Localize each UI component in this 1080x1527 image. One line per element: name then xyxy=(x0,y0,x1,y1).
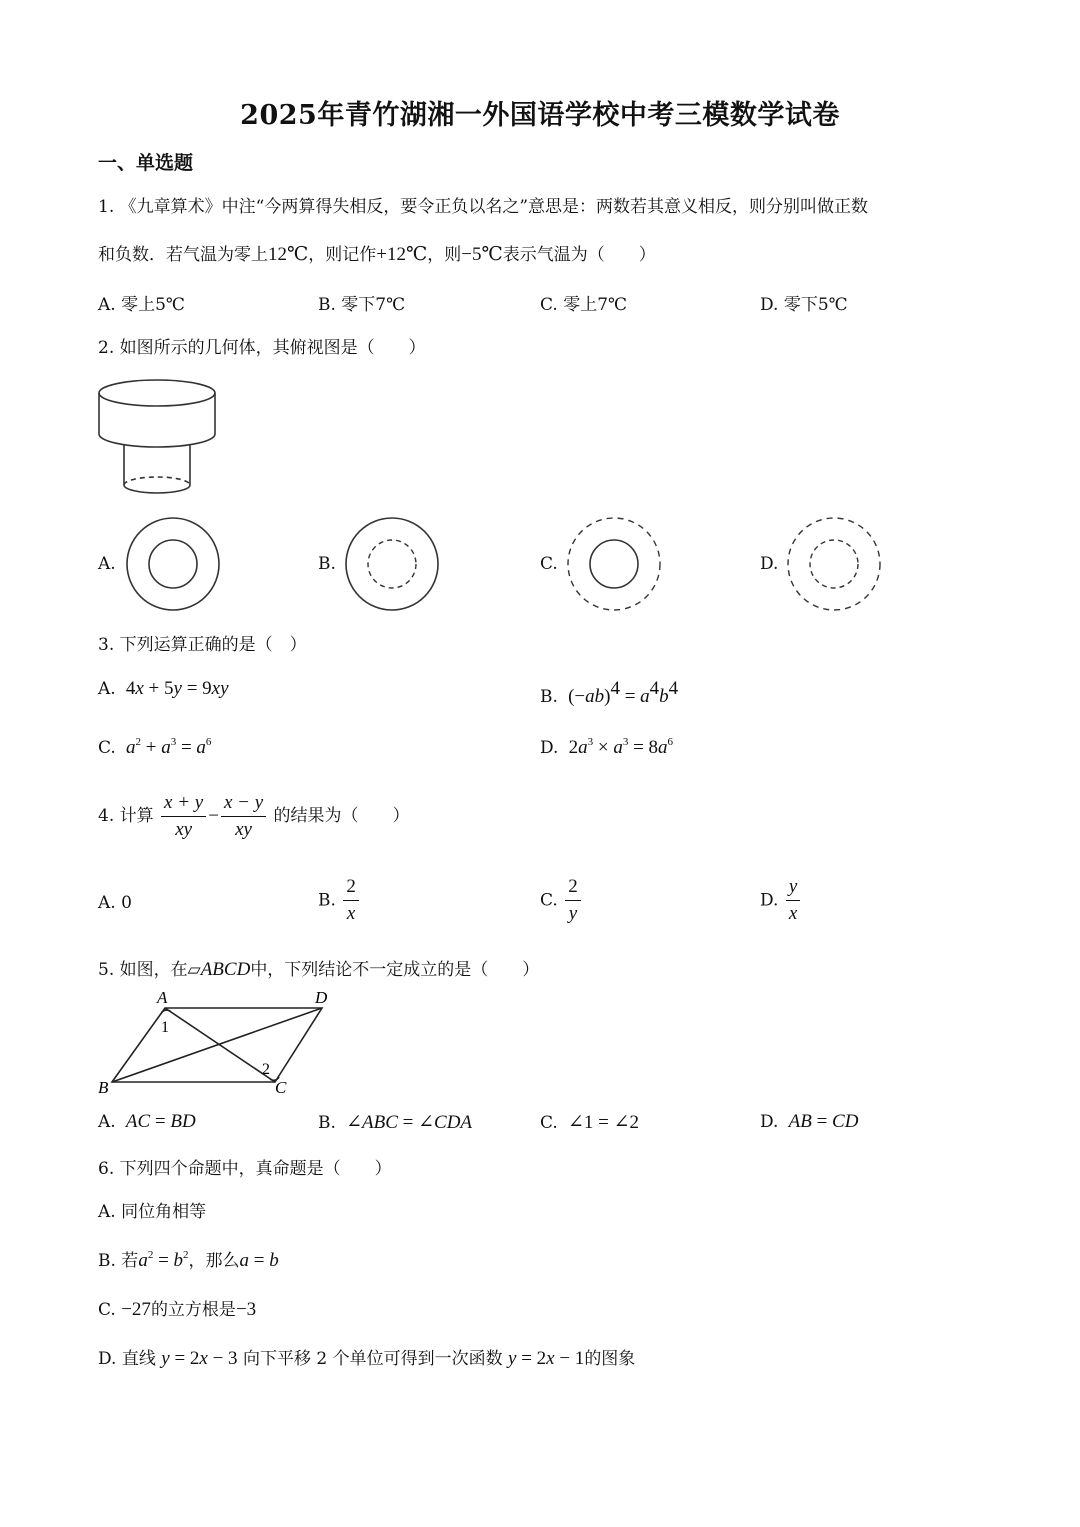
vertex-a-label: A xyxy=(157,988,168,1007)
q3-option-b-label: B. xyxy=(540,687,558,707)
q6-option-c-result: −3 xyxy=(235,1299,257,1320)
q6-option-b-label: B. 若 xyxy=(98,1251,139,1271)
q5-stem-b: 中，下列结论不一定成立的是（ ） xyxy=(250,960,540,980)
q6-option-d-mid: 向下平移 2 个单位可得到一次函数 xyxy=(242,1349,503,1369)
q2-option-c-label[interactable]: C. xyxy=(540,554,558,574)
q3-option-a-expr: 4x + 5y = 9xy xyxy=(125,678,229,699)
q4-option-b-frac: $\frac{2}{x}$ xyxy=(343,876,359,925)
q5-option-b-expr: ∠ABC = ∠CDA xyxy=(346,1112,473,1133)
q3-option-a[interactable] xyxy=(98,678,229,700)
angle-1-label: 1 xyxy=(161,1019,169,1036)
q2-option-c-figure[interactable] xyxy=(565,516,665,616)
q4-stem-a: 4. 计算 xyxy=(98,806,154,826)
q4-option-d-frac: $\frac{y}{x}$ xyxy=(786,876,800,925)
q2-stem: 2. 如图所示的几何体，其俯视图是（ ） xyxy=(98,338,426,358)
q3-option-d-label: D. xyxy=(540,738,559,758)
q5-option-b[interactable] xyxy=(318,1111,472,1134)
q3-option-d-expr: $2a^3 \times a^3 = 8a^6$ xyxy=(568,736,674,758)
q4-option-d[interactable] xyxy=(760,876,802,925)
q2-option-a-figure[interactable] xyxy=(124,516,224,616)
section-heading: 一、单选题 xyxy=(98,152,194,174)
q3-option-b[interactable] xyxy=(540,678,678,708)
q5-option-c-label: C. xyxy=(540,1113,558,1133)
q6-option-a[interactable]: A. 同位角相等 xyxy=(98,1202,207,1222)
q6-option-b-mid: ，那么 xyxy=(188,1251,240,1271)
q3-option-c-expr: $a^2 + a^3 = a^6$ xyxy=(121,736,212,758)
q5-parallelogram-figure xyxy=(95,985,345,1100)
q5-option-b-label: B. xyxy=(318,1113,336,1133)
q5-option-d-expr: AB = CD xyxy=(783,1111,859,1132)
q5-option-c[interactable] xyxy=(540,1111,639,1134)
q4-option-d-label: D. xyxy=(760,890,779,911)
q5-option-a[interactable] xyxy=(98,1111,196,1133)
q1-temp-plus12: +12℃ xyxy=(376,244,428,265)
q2-option-a-label[interactable]: A. xyxy=(98,554,116,574)
q4-option-c-frac: $\frac{2}{y}$ xyxy=(565,876,581,925)
q2-option-b-label[interactable]: B. xyxy=(318,554,336,574)
q1-text-b: ，则记作 xyxy=(308,245,377,265)
exam-title: 2025年青竹湖湘一外国语学校中考三模数学试卷 xyxy=(240,100,840,131)
q6-option-c-num: −27 xyxy=(121,1299,151,1320)
q1-option-c[interactable]: C. 零上7℃ xyxy=(540,295,628,315)
q1-text-c: ，则 xyxy=(427,245,462,265)
q3-option-c[interactable] xyxy=(98,736,211,759)
q4-fraction-2: $\frac{x - y}{xy}$ xyxy=(221,792,266,841)
q5-option-c-expr: ∠1 = ∠2 xyxy=(563,1112,640,1133)
q1-stem-line2 xyxy=(98,240,656,266)
q4-option-c-label: C. xyxy=(540,890,558,911)
q4-option-c[interactable] xyxy=(540,876,583,925)
q1-temp-12: 12℃ xyxy=(268,244,309,265)
vertex-b-label: B xyxy=(98,1078,109,1097)
q5-option-a-expr: AC = BD xyxy=(121,1111,196,1132)
q4-option-b[interactable] xyxy=(318,876,361,925)
q4-option-b-label: B. xyxy=(318,890,336,911)
q4-stem: 4. 计算 $\frac{x + y}{xy}$ − $\frac{x - y}{xy}$ 的结果为（ ） xyxy=(98,792,410,840)
q5-option-d-label: D. xyxy=(760,1112,779,1132)
q6-option-b[interactable] xyxy=(98,1246,279,1272)
q5-option-d[interactable] xyxy=(760,1111,858,1133)
parallelogram-symbol: ▱ xyxy=(187,960,201,980)
q6-option-d-expr1: y = 2x − 3 xyxy=(161,1348,238,1369)
q5-option-a-label: A. xyxy=(98,1112,116,1132)
q5-stem-a: 5. 如图，在 xyxy=(98,960,188,980)
q3-option-a-label: A. xyxy=(98,679,116,699)
q5-stem xyxy=(98,955,539,981)
q1-temp-minus5: −5℃ xyxy=(461,244,503,265)
q1-stem-line1: 1. 《九章算术》中注“今两算得失相反，要令正负以名之”意思是：两数若其意义相反，则分别叫做正数 xyxy=(98,197,869,217)
q3-option-c-label: C. xyxy=(98,738,116,758)
angle-2-label: 2 xyxy=(262,1061,270,1078)
q6-option-d-expr2: y = 2x − 1 xyxy=(508,1348,585,1369)
q2-option-b-figure[interactable] xyxy=(343,516,443,616)
q1-text-a: 和负数．若气温为零上 xyxy=(98,245,268,265)
q6-stem: 6. 下列四个命题中，真命题是（ ） xyxy=(98,1159,392,1179)
q3-option-b-expr: $(-ab)^4 = a^4b^4$ xyxy=(568,678,679,707)
q6-option-d-label: D. 直线 xyxy=(98,1349,156,1369)
q3-stem: 3. 下列运算正确的是（ ） xyxy=(98,635,307,655)
q1-option-d[interactable]: D. 零下5℃ xyxy=(760,295,848,315)
q6-option-c-mid: 的立方根是 xyxy=(150,1300,236,1320)
q1-option-b[interactable]: B. 零下7℃ xyxy=(318,295,406,315)
vertex-c-label: C xyxy=(275,1078,287,1097)
q2-option-d-label[interactable]: D. xyxy=(760,554,779,574)
q6-option-d[interactable] xyxy=(98,1344,635,1370)
q4-stem-b: 的结果为（ ） xyxy=(273,806,410,826)
q6-option-b-expr1: $a^2 = b^2$ xyxy=(138,1249,189,1271)
q6-option-d-end: 的图象 xyxy=(584,1349,636,1369)
q3-option-d[interactable] xyxy=(540,736,673,759)
q4-fraction-1: $\frac{x + y}{xy}$ xyxy=(161,792,206,841)
q6-option-c-label: C. xyxy=(98,1300,116,1320)
q2-option-d-figure[interactable] xyxy=(785,516,885,616)
q5-stem-abcd: ABCD xyxy=(200,959,251,980)
vertex-d-label: D xyxy=(315,988,328,1007)
q1-option-a[interactable]: A. 零上5℃ xyxy=(98,295,185,315)
q1-text-d: 表示气温为（ ） xyxy=(502,245,656,265)
q4-option-a[interactable]: A. 0 xyxy=(98,893,132,913)
q6-option-c[interactable] xyxy=(98,1295,256,1321)
q2-solid-figure xyxy=(90,370,230,500)
q6-option-b-expr2: a = b xyxy=(239,1250,279,1271)
